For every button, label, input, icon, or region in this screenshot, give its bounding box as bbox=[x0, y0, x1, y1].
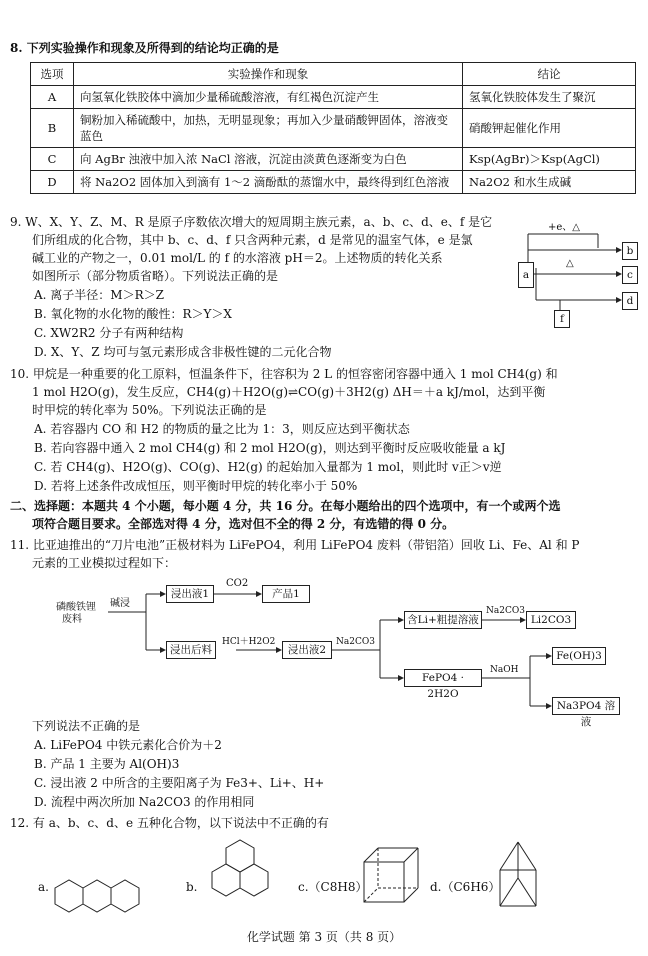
flow-reagent-label: Na2CO3 bbox=[336, 637, 375, 647]
flow-reagent-label: HCl＋H2O2 bbox=[222, 637, 276, 647]
q9-option: B. 氧化物的水化物的酸性：R＞Y＞X bbox=[34, 307, 232, 321]
table-cell: 向氢氧化铁胶体中滴加少量稀硫酸溶液，有红褐色沉淀产生 bbox=[74, 86, 463, 109]
compound-b-box: b bbox=[622, 242, 638, 260]
cubane-structure bbox=[364, 848, 418, 902]
q9-option: C. XW2R2 分子有两种结构 bbox=[34, 326, 184, 340]
flow-reagent-label: Na2CO3 bbox=[486, 606, 525, 616]
structure-label: b. bbox=[186, 880, 198, 894]
flow-start-label: 磷酸铁锂 bbox=[56, 602, 96, 613]
reaction-condition-label: +e、△ bbox=[548, 222, 580, 233]
table-cell: 氢氧化铁胶体发生了聚沉 bbox=[463, 86, 636, 109]
q11-option: D. 流程中两次所加 Na2CO3 的作用相同 bbox=[34, 795, 255, 809]
structure-label: c.（C8H8） bbox=[298, 880, 368, 894]
prismane-structure bbox=[500, 842, 536, 906]
table-cell: 铜粉加入稀硫酸中，加热，无明显现象；再加入少量硝酸钾固体，溶液变蓝色 bbox=[74, 109, 463, 148]
q9-option: D. X、Y、Z 均可与氢元素形成含非极性键的二元化合物 bbox=[34, 345, 332, 359]
page-footer: 化学试题 第 3 页（共 8 页） bbox=[246, 930, 402, 944]
table-header: 实验操作和现象 bbox=[74, 63, 463, 86]
q9-line: 碱工业的产物之一，0.01 mol/L 的 f 的水溶液 pH＝2。上述物质的转化关系 bbox=[32, 251, 443, 265]
q11-option: C. 浸出液 2 中所含的主要阳离子为 Fe3+、Li+、H+ bbox=[34, 776, 325, 790]
q11-line: 11. 比亚迪推出的“刀片电池”正极材料为 LiFePO4，利用 LiFePO4 废料（带铝箔）回收 Li、Fe、Al 和 P bbox=[10, 538, 580, 552]
flow-step-label: 碱浸 bbox=[110, 598, 130, 609]
section-heading: 项符合题目要求。全部选对得 4 分，选对但不全的得 2 分，有选错的得 0 分。 bbox=[32, 517, 455, 531]
anthracene-structure bbox=[55, 880, 139, 912]
li-solution-box: 含Li+粗提溶液 bbox=[404, 611, 482, 629]
table-cell: A bbox=[31, 86, 74, 109]
q9-line: 们所组成的化合物，其中 b、c、d、f 只含两种元素，d 是常见的温室气体，e 是氯 bbox=[32, 233, 473, 247]
q10-option: B. 若向容器中通入 2 mol CH4(g) 和 2 mol H2O(g)，则达到平衡时反应吸收能量 a kJ bbox=[34, 441, 506, 455]
q9-option: A. 离子半径：M＞R＞Z bbox=[34, 288, 164, 302]
q11-option: A. LiFePO4 中铁元素化合价为＋2 bbox=[34, 738, 222, 752]
table-cell: Ksp(AgBr)＞Ksp(AgCl) bbox=[463, 148, 636, 171]
compound-c-box: c bbox=[622, 266, 638, 284]
compound-f-box: f bbox=[554, 310, 570, 328]
q8-stem: 8. 下列实验操作和现象及所得到的结论均正确的是 bbox=[10, 41, 279, 55]
feoh3-box: Fe(OH)3 bbox=[552, 647, 606, 665]
q12-stem: 12. 有 a、b、c、d、e 五种化合物，以下说法中不正确的有 bbox=[10, 816, 329, 830]
table-cell: 将 Na2O2 固体加入到滴有 1～2 滴酚酞的蒸馏水中，最终得到红色溶液 bbox=[74, 171, 463, 194]
table-cell: D bbox=[31, 171, 74, 194]
compound-a-box: a bbox=[518, 262, 534, 288]
q11-option: B. 产品 1 主要为 Al(OH)3 bbox=[34, 757, 180, 771]
table-cell: Na2O2 和水生成碱 bbox=[463, 171, 636, 194]
na3po4-box: Na3PO4 溶液 bbox=[552, 697, 620, 715]
q10-option: D. 若将上述条件改成恒压，则平衡时甲烷的转化率小于 50% bbox=[34, 479, 358, 493]
q10-option: C. 若 CH4(g)、H2O(g)、CO(g)、H2(g) 的起始加入量都为 1 mol，则此时 v正＞v逆 bbox=[34, 460, 502, 474]
q10-line: 10. 甲烷是一种重要的化工原料，恒温条件下，往容积为 2 L 的恒容密闭容器中通入 1 mol CH4(g) 和 bbox=[10, 367, 558, 381]
table-cell: C bbox=[31, 148, 74, 171]
product1-box: 产品1 bbox=[262, 585, 310, 603]
q10-line: 1 mol H2O(g)，发生反应，CH4(g)＋H2O(g)⇌CO(g)＋3H2(g) ΔH＝＋a kJ/mol，达到平衡 bbox=[32, 385, 546, 399]
flow-reagent-label: NaOH bbox=[490, 665, 519, 675]
section-heading: 二、选择题：本题共 4 个小题，每小题 4 分，共 16 分。在每小题给出的四个选项中，有一个或两个选 bbox=[10, 499, 561, 513]
reaction-condition-label: △ bbox=[566, 258, 574, 269]
leach1-box: 浸出液1 bbox=[166, 585, 214, 603]
leach2-box: 浸出液2 bbox=[282, 641, 332, 659]
fepo4-box: FePO4 · 2H2O bbox=[404, 669, 482, 687]
q11-ask: 下列说法不正确的是 bbox=[32, 719, 141, 733]
table-cell: 向 AgBr 浊液中加入浓 NaCl 溶液，沉淀由淡黄色逐渐变为白色 bbox=[74, 148, 463, 171]
residue-box: 浸出后料 bbox=[166, 641, 216, 659]
table-cell: 硝酸钾起催化作用 bbox=[463, 109, 636, 148]
table-header: 选项 bbox=[31, 63, 74, 86]
flow-start-label: 废料 bbox=[62, 614, 82, 625]
q9-line: 9. W、X、Y、Z、M、R 是原子序数依次增大的短周期主族元素，a、b、c、d、e、f 是它 bbox=[10, 215, 493, 229]
compound-d-box: d bbox=[622, 292, 638, 310]
structure-label: a. bbox=[38, 880, 49, 894]
q11-line: 元素的工业模拟过程如下： bbox=[32, 556, 177, 570]
q9-line: 如图所示（部分物质省略）。下列说法正确的是 bbox=[32, 269, 279, 283]
li2co3-box: Li2CO3 bbox=[526, 611, 576, 629]
q10-line: 时甲烷的转化率为 50%。下列说法正确的是 bbox=[32, 403, 267, 417]
phenalene-structure bbox=[212, 840, 268, 896]
table-cell: B bbox=[31, 109, 74, 148]
structure-label: d.（C6H6） bbox=[430, 880, 501, 894]
flow-reagent-label: CO2 bbox=[226, 578, 249, 589]
q10-option: A. 若容器内 CO 和 H2 的物质的量之比为 1：3，则反应达到平衡状态 bbox=[34, 422, 410, 436]
table-header: 结论 bbox=[463, 63, 636, 86]
